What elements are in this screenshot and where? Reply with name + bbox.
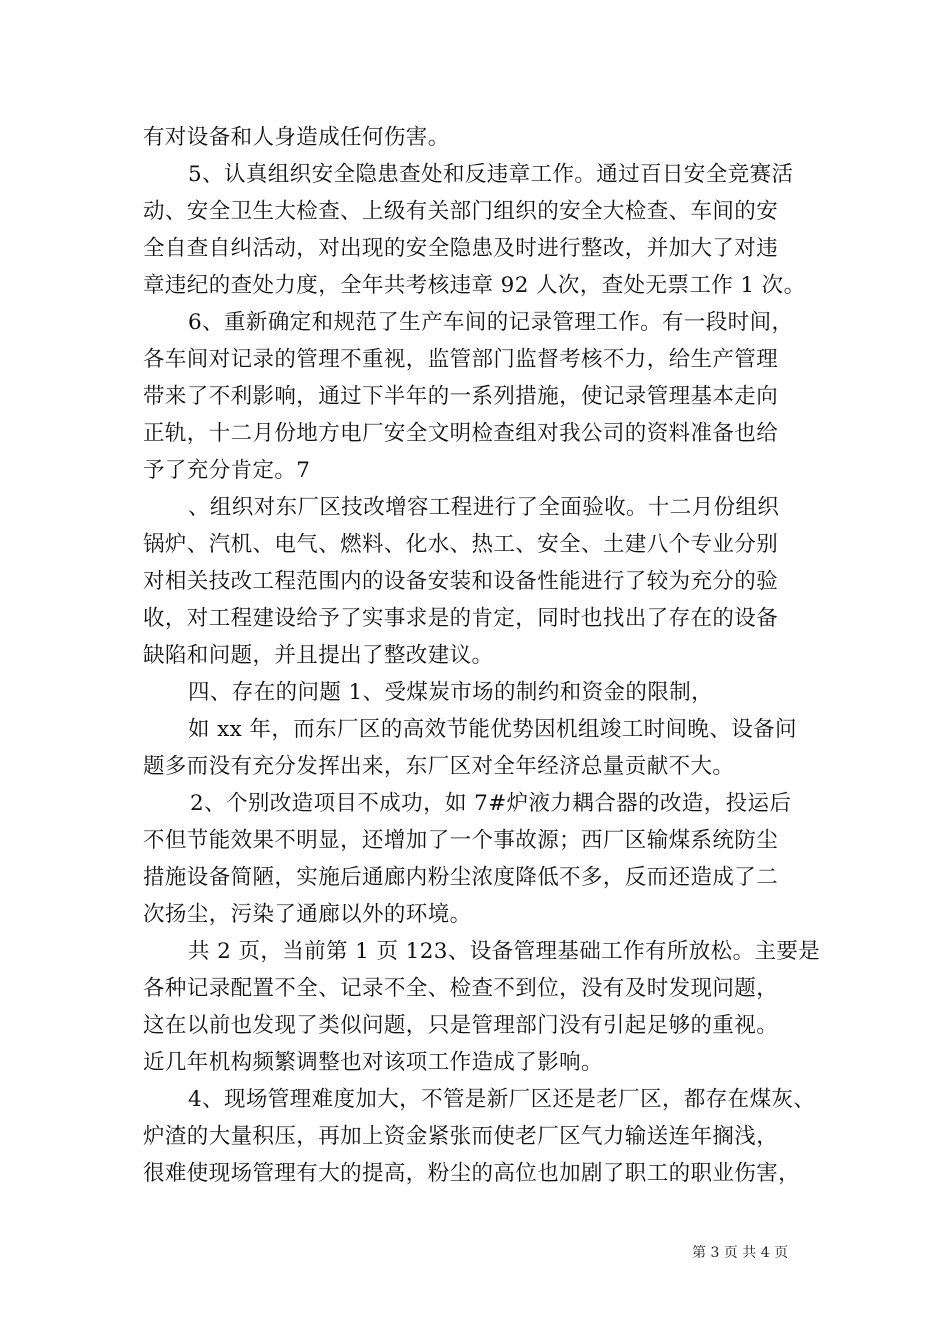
text-line: 这在以前也发现了类似问题，只是管理部门没有引起足够的重视。 <box>143 1013 779 1038</box>
text-line: 近几年机构频繁调整也对该项工作造成了影响。 <box>143 1050 603 1075</box>
text-line: 炉渣的大量积压，再加上资金紧张而使老厂区气力输送连年搁浅， <box>143 1124 779 1149</box>
text-line: 次扬尘，污染了通廊以外的环境。 <box>143 902 472 927</box>
text-line: 正轨，十二月份地方电厂安全文明检查组对我公司的资料准备也给 <box>143 421 779 446</box>
text-line: 对相关技改工程范围内的设备安装和设备性能进行了较为充分的验 <box>143 569 779 594</box>
text-line: 很难使现场管理有大的提高，粉尘的高位也加剧了职工的职业伤害， <box>143 1161 801 1186</box>
text-line: 有对设备和人身造成任何伤害。 <box>143 125 450 150</box>
text-line: 各种记录配置不全、记录不全、检查不到位，没有及时发现问题， <box>143 976 779 1001</box>
page-number-footer: 第 3 页 共 4 页 <box>692 1245 789 1261</box>
text-line: 动、安全卫生大检查、上级有关部门组织的安全大检查、车间的安 <box>143 199 779 224</box>
text-line: 四、存在的问题 1、受煤炭市场的制约和资金的限制， <box>188 680 714 705</box>
text-line: 锅炉、汽机、电气、燃料、化水、热工、安全、土建八个专业分别 <box>143 532 779 557</box>
text-line: 缺陷和问题，并且提出了整改建议。 <box>143 643 494 668</box>
text-line: 不但节能效果不明显，还增加了一个事故源；西厂区输煤系统防尘 <box>143 828 779 853</box>
text-line: 、组织对东厂区技改增容工程进行了全面验收。十二月份组织 <box>188 495 780 520</box>
text-line: 措施设备简陋，实施后通廊内粉尘浓度降低不多，反而还造成了二 <box>143 865 779 890</box>
text-line: 如 xx 年，而东厂区的高效节能优势因机组竣工时间晚、设备问 <box>188 717 797 742</box>
text-line: 共 2 页，当前第 1 页 123、设备管理基础工作有所放松。主要是 <box>188 939 821 964</box>
text-line: 章违纪的查处力度，全年共考核违章 92 人次，查处无票工作 1 次。 <box>143 273 806 298</box>
text-line: 6、重新确定和规范了生产车间的记录管理工作。有一段时间， <box>188 310 794 335</box>
text-line: 予了充分肯定。7 <box>143 458 311 483</box>
text-line: 题多而没有充分发挥出来，东厂区对全年经济总量贡献不大。 <box>143 754 735 779</box>
text-line: 4、现场管理难度加大，不管是新厂区还是老厂区，都存在煤灰、 <box>188 1087 816 1112</box>
text-line: 收，对工程建设给予了实事求是的肯定，同时也找出了存在的设备 <box>143 606 779 631</box>
text-line: 2、个别改造项目不成功，如 7#炉液力耦合器的改造，投运后 <box>190 791 792 816</box>
text-line: 各车间对记录的管理不重视，监管部门监督考核不力，给生产管理 <box>143 347 779 372</box>
text-line: 全自查自纠活动，对出现的安全隐患及时进行整改，并加大了对违 <box>143 236 779 261</box>
text-line: 带来了不利影响，通过下半年的一系列措施，使记录管理基本走向 <box>143 384 779 409</box>
text-line: 5、认真组织安全隐患查处和反违章工作。通过百日安全竞赛活 <box>188 162 794 187</box>
